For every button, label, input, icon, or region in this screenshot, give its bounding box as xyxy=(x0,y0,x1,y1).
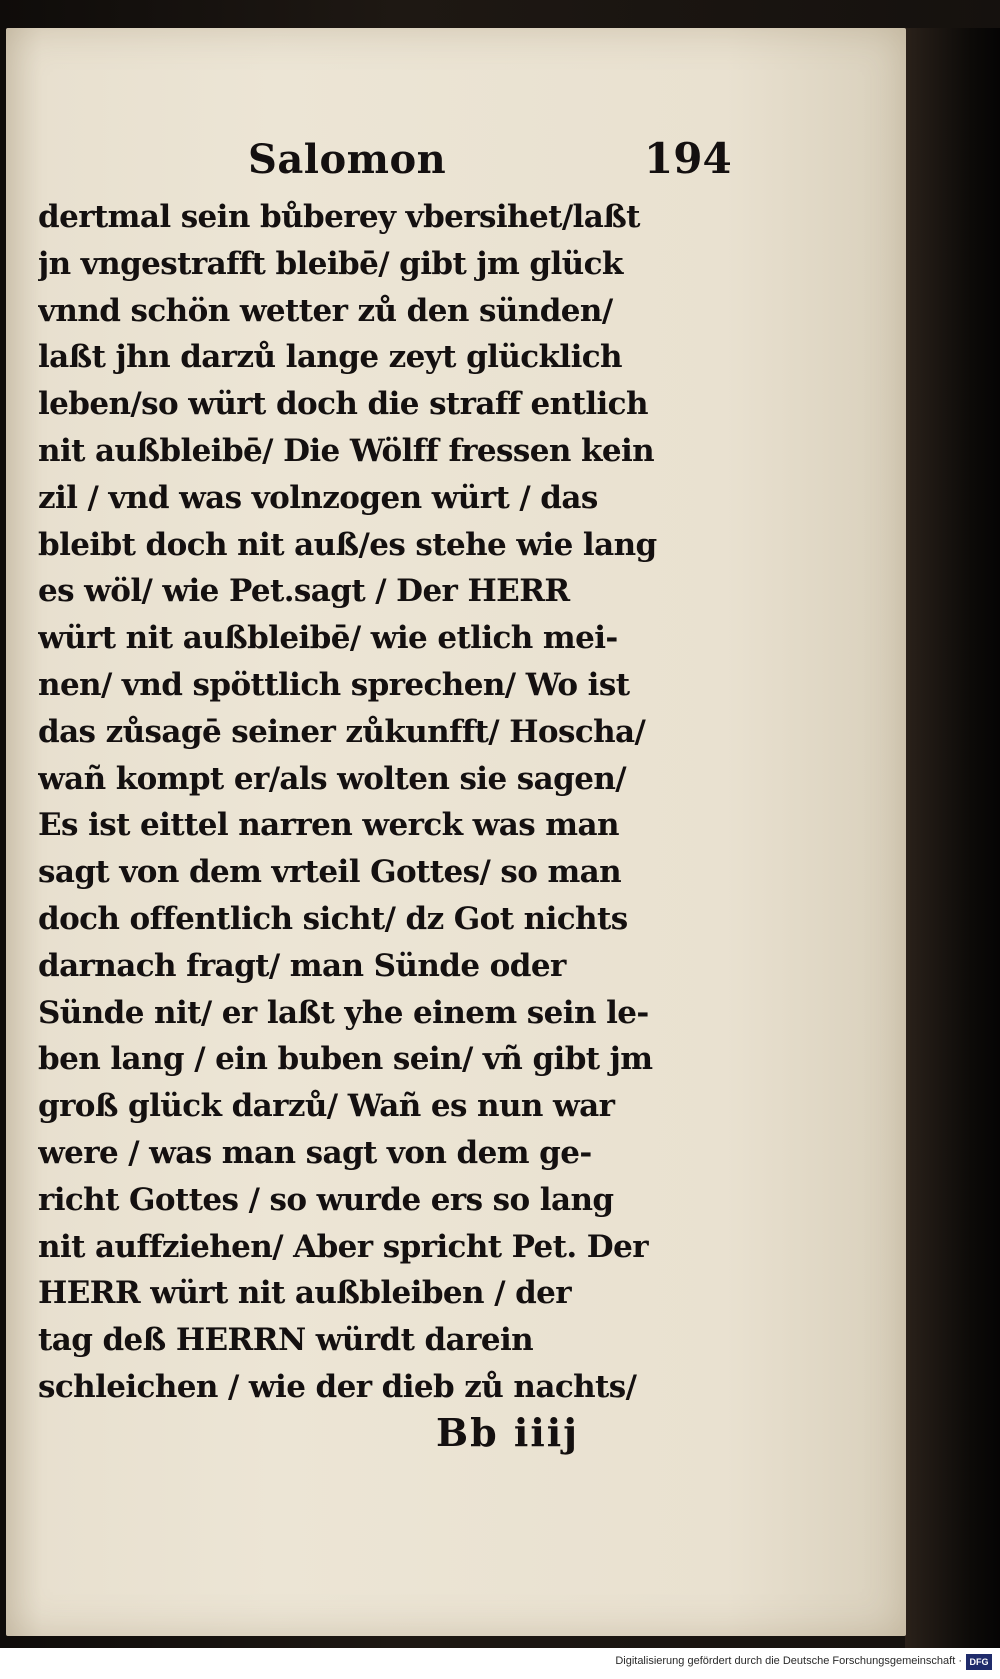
text-line: dertmal sein bůberey vbersihet/laßt xyxy=(38,199,640,235)
text-line: Es ist eittel narren werck was man xyxy=(38,807,619,844)
funding-credit: Digitalisierung gefördert durch die Deutsche Forschungsgemeinschaft · xyxy=(615,1655,962,1667)
text-line: nit außbleibē/ Die Wölff fressen kein xyxy=(38,432,655,469)
text-line: es wöl/ wie Pet.sagt / Der HERR xyxy=(38,573,570,610)
text-line: tag deß HERRN würdt darein xyxy=(38,1322,534,1359)
text-line: Sünde nit/ er laßt yhe einem sein le- xyxy=(38,994,649,1031)
text-line: zil / vnd was volnzogen würt / das xyxy=(38,479,598,516)
footer-bar xyxy=(0,1648,1000,1679)
text-line: bleibt doch nit auß/es stehe wie lang xyxy=(38,526,657,563)
signature-mark: Bb iiij xyxy=(436,1410,579,1455)
text-line: jn vngestrafft bleibē/ gibt jm glück xyxy=(38,245,623,282)
text-line: darnach fragt/ man Sünde oder xyxy=(38,947,566,984)
dfg-logo-icon: DFG xyxy=(966,1654,992,1670)
text-line: würt nit außbleibē/ wie etlich mei- xyxy=(38,620,618,657)
text-line: laßt jhn darzů lange zeyt glücklich xyxy=(38,339,622,376)
text-line: das zůsagē seiner zůkunfft/ Hoscha/ xyxy=(38,713,646,750)
page-number: 194 xyxy=(644,134,732,183)
text-line: richt Gottes / so wurde ers so lang xyxy=(38,1181,614,1218)
text-line: leben/so würt doch die straff entlich xyxy=(38,386,648,423)
book-page xyxy=(6,28,906,1636)
text-line: sagt von dem vrteil Gottes/ so man xyxy=(38,854,622,891)
text-line: nen/ vnd spöttlich sprechen/ Wo ist xyxy=(38,666,630,703)
body-text xyxy=(38,194,718,1411)
text-line: HERR würt nit außbleiben / der xyxy=(38,1275,572,1312)
text-line: vnnd schön wetter zů den sünden/ xyxy=(38,292,613,329)
text-line: doch offentlich sicht/ dz Got nichts xyxy=(38,900,628,937)
running-title: Salomon xyxy=(248,136,447,183)
text-line: ben lang / ein buben sein/ vñ gibt jm xyxy=(38,1041,653,1078)
text-line: schleichen / wie der dieb zů nachts/ xyxy=(38,1368,637,1405)
text-line: nit auffziehen/ Aber spricht Pet. Der xyxy=(38,1228,648,1265)
page-header xyxy=(38,126,732,196)
text-line: groß glück darzů/ Wañ es nun war xyxy=(38,1088,615,1125)
text-line: wañ kompt er/als wolten sie sagen/ xyxy=(38,760,626,797)
book-edge-shadow xyxy=(905,28,1000,1648)
text-line: were / was man sagt von dem ge- xyxy=(38,1134,592,1171)
